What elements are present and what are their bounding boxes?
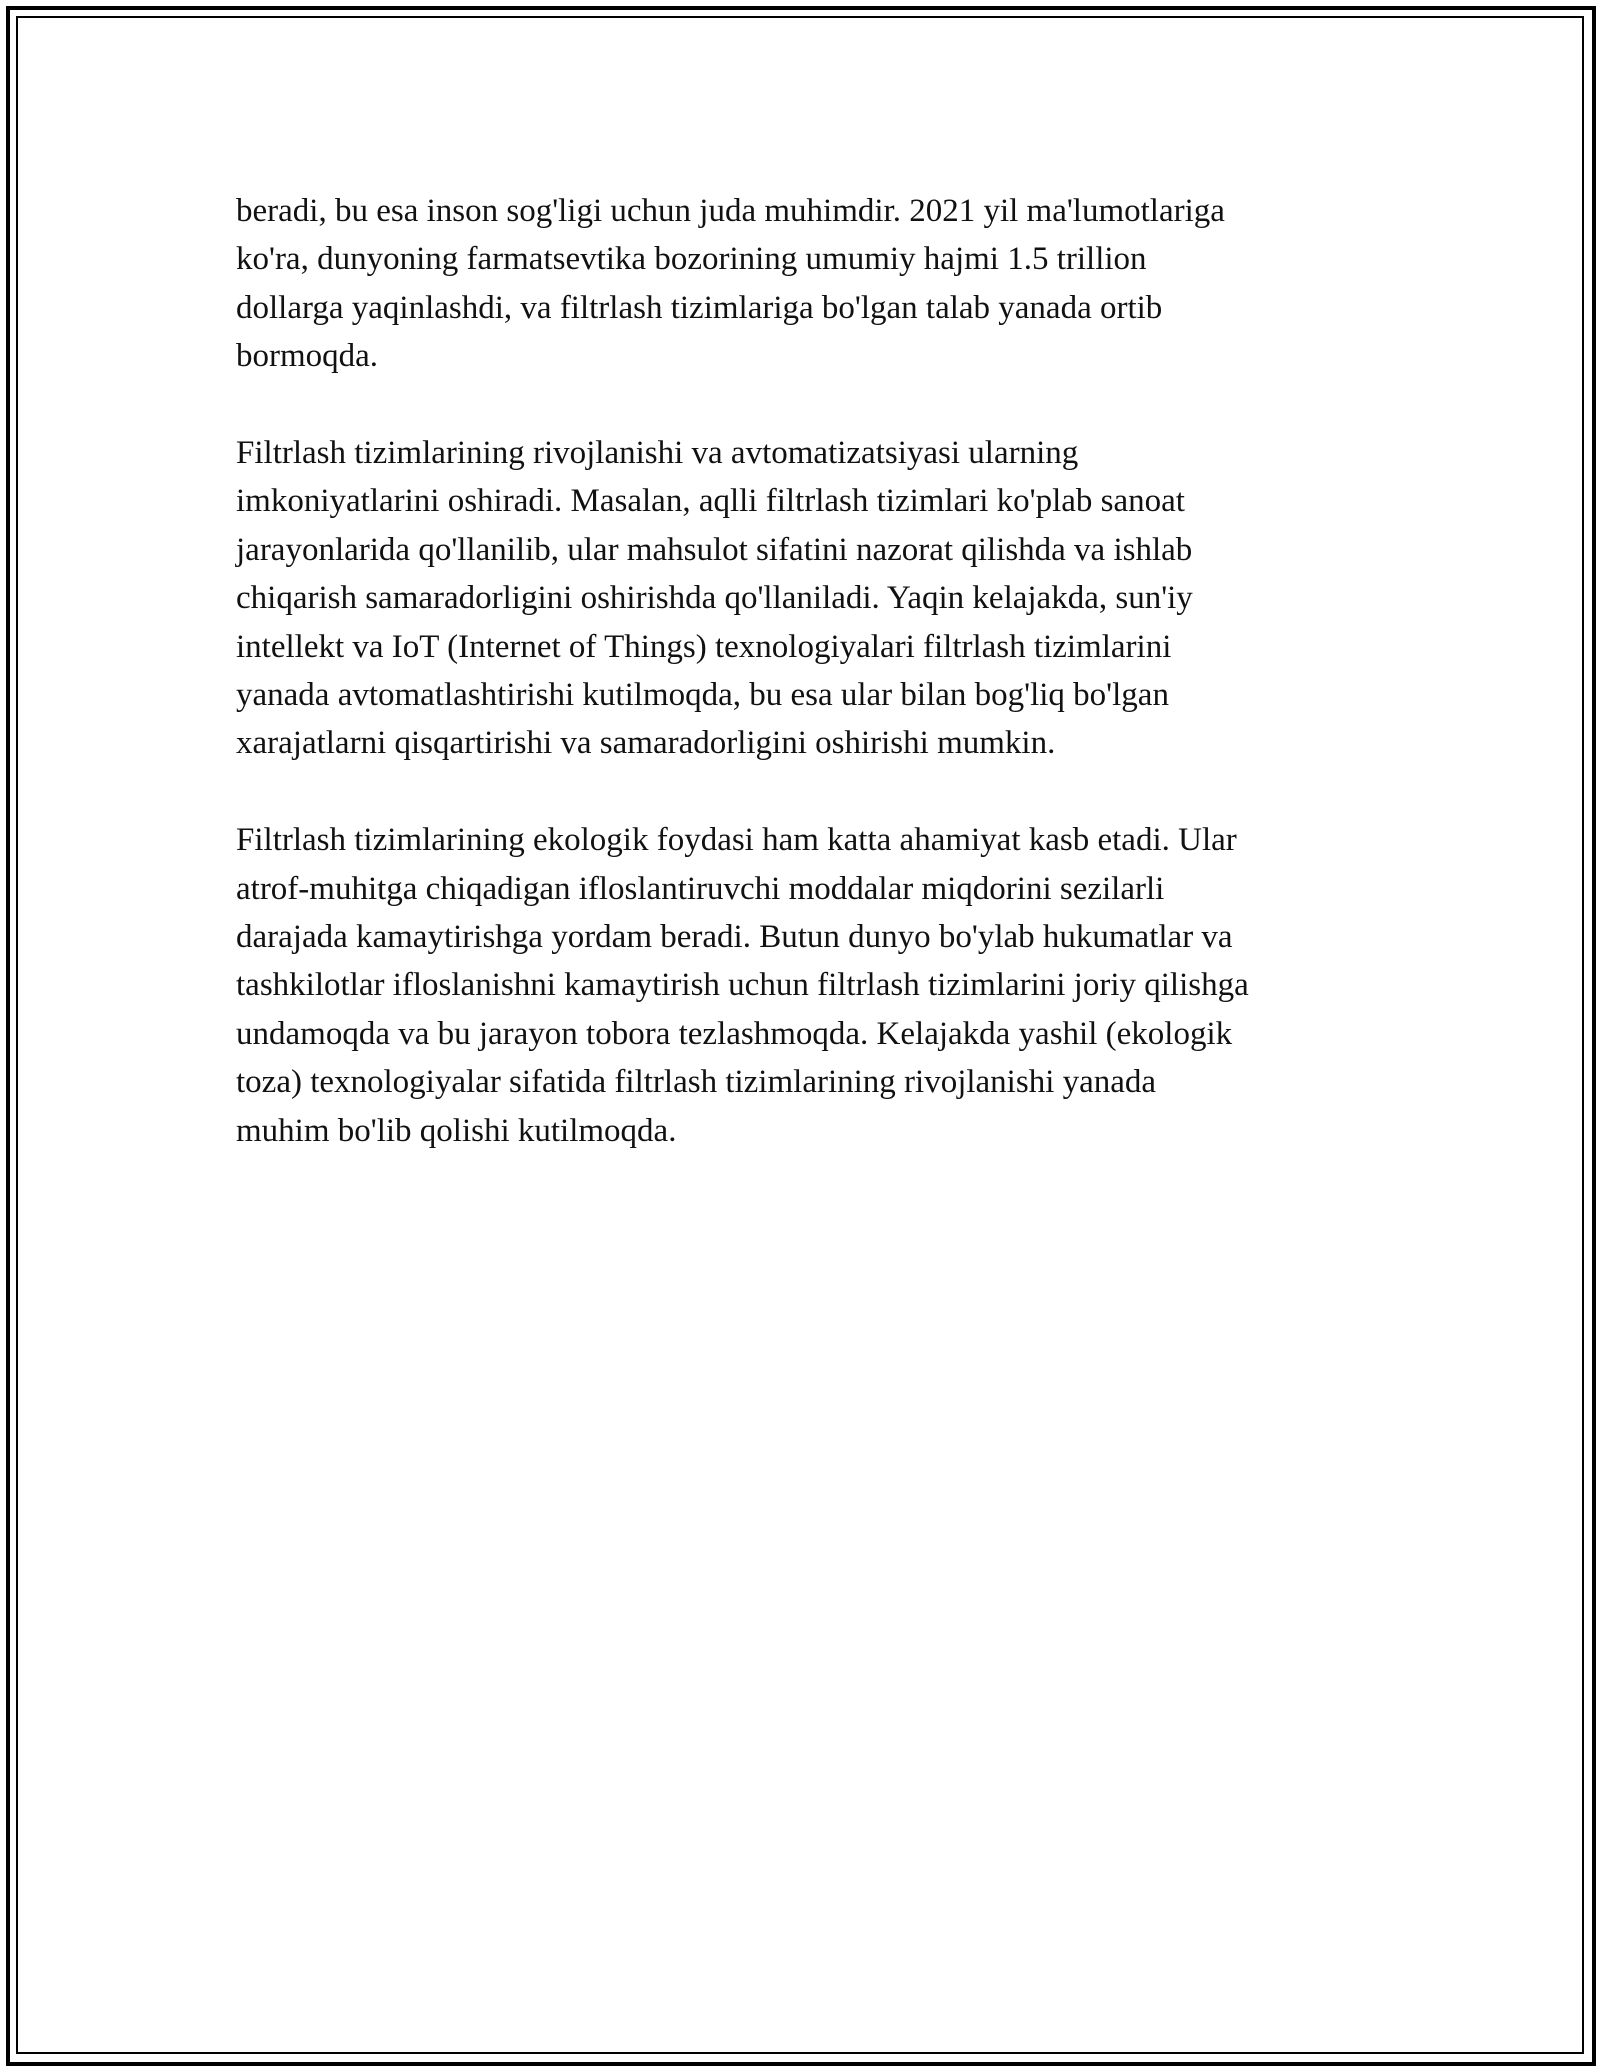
text-line: toza) texnologiyalar sifatida filtrlash tizimlarining rivojlanishi yanada bbox=[236, 1064, 1157, 1101]
text-line: muhim bo'lib qolishi kutilmoqda. bbox=[236, 1112, 677, 1149]
text-line: Filtrlash tizimlarining ekologik foydasi ham katta ahamiyat kasb etadi. Ular bbox=[236, 822, 1237, 859]
text-line: bormoqda. bbox=[236, 338, 379, 375]
paragraph-1 bbox=[236, 187, 1386, 381]
paragraph-2 bbox=[236, 429, 1386, 768]
text-line: tashkilotlar ifloslanishni kamaytirish uchun filtrlash tizimlarini joriy qilishga bbox=[236, 967, 1249, 1004]
text-line: chiqarish samaradorligini oshirishda qo'llaniladi. Yaqin kelajakda, sun'iy bbox=[236, 580, 1193, 617]
text-line: xarajatlarni qisqartirishi va samaradorligini oshirishi mumkin. bbox=[236, 725, 1056, 762]
text-line: beradi, bu esa inson sog'ligi uchun juda muhimdir. 2021 yil ma'lumotlariga bbox=[236, 193, 1225, 229]
text-line: yanada avtomatlashtirishi kutilmoqda, bu esa ular bilan bog'liq bo'lgan bbox=[236, 677, 1169, 714]
text-line: intellekt va IoT (Internet of Things) texnologiyalari filtrlash tizimlarini bbox=[236, 628, 1172, 665]
text-line: dollarga yaqinlashdi, va filtrlash tizimlariga bo'lgan talab yanada ortib bbox=[236, 289, 1163, 326]
text-line: jarayonlarida qo'llanilib, ular mahsulot sifatini nazorat qilishda va ishlab bbox=[236, 531, 1193, 568]
text-line: darajada kamaytirishga yordam beradi. Butun dunyo bo'ylab hukumatlar va bbox=[236, 919, 1233, 956]
text-line: Filtrlash tizimlarining rivojlanishi va avtomatizatsiyasi ularning bbox=[236, 435, 1079, 472]
document-body bbox=[236, 187, 1386, 1203]
text-line: undamoqda va bu jarayon tobora tezlashmoqda. Kelajakda yashil (ekologik bbox=[236, 1015, 1233, 1052]
paragraph-3 bbox=[236, 816, 1386, 1155]
text-line: imkoniyatlarini oshiradi. Masalan, aqlli filtrlash tizimlari ko'plab sanoat bbox=[236, 483, 1185, 520]
text-line: ko'ra, dunyoning farmatsevtika bozorining umumiy hajmi 1.5 trillion bbox=[236, 241, 1147, 278]
text-line: atrof-muhitga chiqadigan ifloslantiruvchi moddalar miqdorini sezilarli bbox=[236, 870, 1165, 907]
